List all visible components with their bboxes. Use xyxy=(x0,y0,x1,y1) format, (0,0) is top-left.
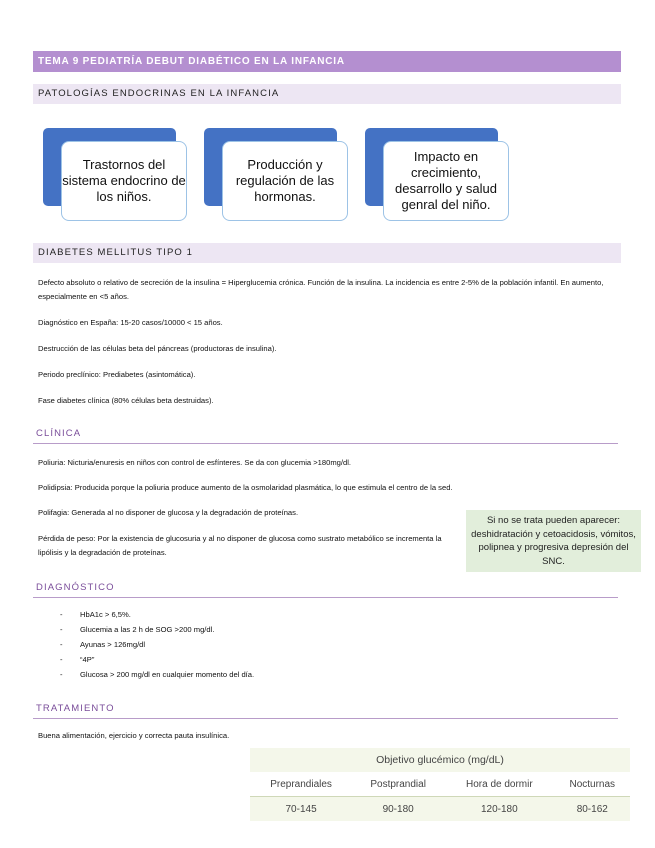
untreated-note xyxy=(466,510,641,572)
table-value-nocturnas: 80-162 xyxy=(555,797,630,822)
clinica-poliuria: Poliuria: Nicturia/enuresis en niños con control de esfínteres. Se da con glucemia >180mg/dl. xyxy=(38,458,351,467)
diagnostico-item-glucosa: - Glucosa > 200 mg/dl en cualquier momento del día. xyxy=(60,667,460,682)
section-heading-endocrine: PATOLOGÍAS ENDOCRINAS EN LA INFANCIA xyxy=(33,84,621,104)
clinica-polidipsia: Polidipsia: Producida porque la poliuria produce aumento de la osmolaridad plasmática, lo que estimula el centro de la sed. xyxy=(38,483,453,492)
topic-banner: TEMA 9 PEDIATRÍA DEBUT DIABÉTICO EN LA INFANCIA xyxy=(33,51,621,72)
diagnostico-item-hba1c: - HbA1c > 6,5%. xyxy=(60,607,460,622)
section-heading-clinica: CLÍNICA xyxy=(33,426,618,444)
table-value-hora-dormir: 120-180 xyxy=(444,797,554,822)
table-value-postprandial: 90-180 xyxy=(352,797,444,822)
diagnostico-list xyxy=(60,607,460,682)
diagnostico-item-ayunas: - Ayunas > 126mg/dl xyxy=(60,637,460,652)
diagnostico-item-sog: - Glucemia a las 2 h de SOG >200 mg/dl. xyxy=(60,622,460,637)
dm-paragraph-4: Periodo preclínico: Prediabetes (asintomática). xyxy=(38,370,196,379)
dm-paragraph-5: Fase diabetes clínica (80% células beta destruidas). xyxy=(38,396,214,405)
diagram-box-1-text: Trastornos del sistema endocrino de los niños. xyxy=(62,157,186,204)
diagram-box-2 xyxy=(222,141,348,221)
dm-paragraph-1: Defecto absoluto o relativo de secreción de la insulina = Hiperglucemia crónica. Función de la insulina. La incidencia es entre 2-5% de la población infantil. En aumento, especialmente en <5 años. xyxy=(38,278,604,301)
section-heading-diagnostico: DIAGNÓSTICO xyxy=(33,580,618,598)
table-value-preprandiales: 70-145 xyxy=(250,797,352,822)
table-title: Objetivo glucémico (mg/dL) xyxy=(250,748,630,772)
dm-paragraph-2: Diagnóstico en España: 15-20 casos/10000 < 15 años. xyxy=(38,318,223,327)
dm-paragraph-3: Destrucción de las células beta del páncreas (productoras de insulina). xyxy=(38,344,277,353)
diagram-box-3-text: Impacto en crecimiento, desarrollo y salud genral del niño. xyxy=(395,149,497,212)
diagram-box-3 xyxy=(383,141,509,221)
table-header-nocturnas: Nocturnas xyxy=(555,772,630,797)
clinica-polifagia: Polifagia: Generada al no disponer de glucosa y la degradación de proteínas. xyxy=(38,508,299,517)
diagnostico-item-4p: - “4P” xyxy=(60,652,460,667)
untreated-note-text: Si no se trata pueden aparecer: deshidratación y cetoacidosis, vómitos, polipnea y progresiva depresión del SNC. xyxy=(471,515,636,567)
diagram-box-1 xyxy=(61,141,187,221)
glycemic-target-table xyxy=(250,748,630,821)
section-heading-dm1: DIABETES MELLITUS TIPO 1 xyxy=(33,243,621,263)
table-header-postprandial: Postprandial xyxy=(352,772,444,797)
tratamiento-text: Buena alimentación, ejercicio y correcta pauta insulínica. xyxy=(38,731,230,740)
clinica-perdida-peso: Pérdida de peso: Por la existencia de glucosuria y al no disponer de glucosa como sustrato metabólico se incrementa la lipólisis y la degradación de proteínas. xyxy=(38,534,442,557)
table-header-hora-dormir: Hora de dormir xyxy=(444,772,554,797)
section-heading-tratamiento: TRATAMIENTO xyxy=(33,701,618,719)
table-header-preprandiales: Preprandiales xyxy=(250,772,352,797)
diagram-box-2-text: Producción y regulación de las hormonas. xyxy=(235,157,335,204)
